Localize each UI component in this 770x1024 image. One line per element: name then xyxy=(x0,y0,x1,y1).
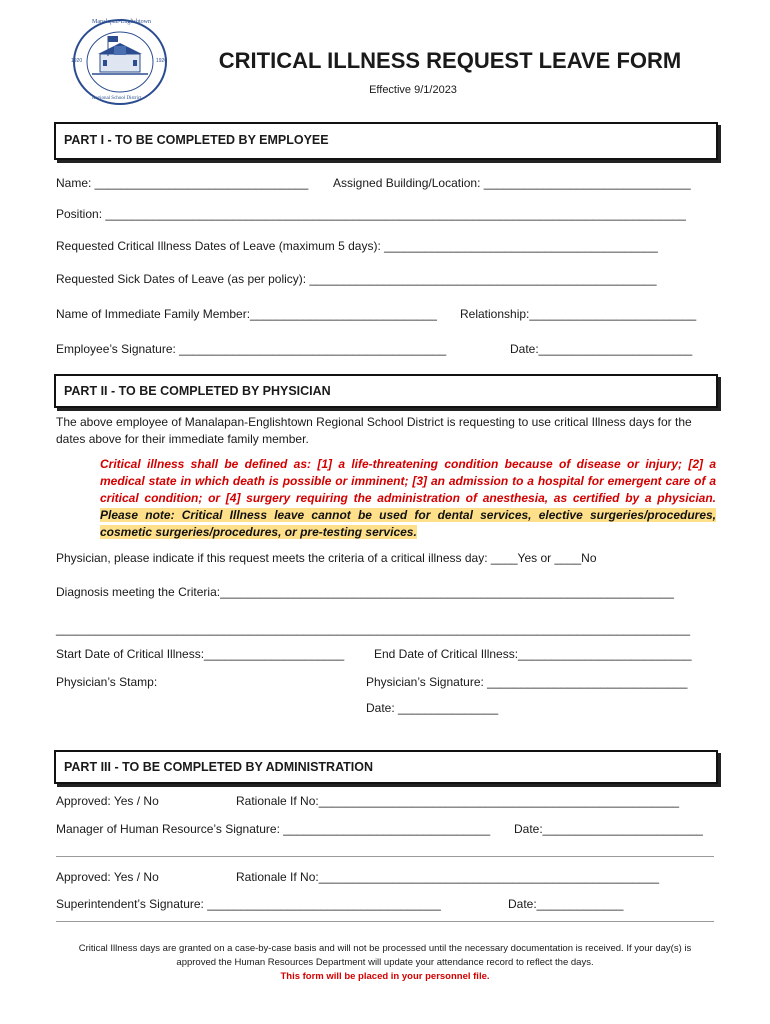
criteria-field[interactable]: Physician, please indicate if this request meets the criteria of a critical illness day: ____Yes or ____No xyxy=(56,551,597,565)
logo-text-top: Manalapan-Englishtown xyxy=(92,19,151,25)
building-field[interactable]: Assigned Building/Location: _______________________________ xyxy=(333,176,691,190)
divider-1 xyxy=(56,856,714,857)
diagnosis-field[interactable]: Diagnosis meeting the Criteria:____________________________________________________________________ xyxy=(56,585,674,599)
footer-line-1: Critical Illness days are granted on a case-by-case basis and will not be processed until the necessary documentation is received. If your day(s) is xyxy=(78,943,692,954)
hr-signature-field[interactable]: Manager of Human Resource’s Signature: _______________________________ xyxy=(56,822,491,836)
part1-header xyxy=(54,122,718,160)
effective-date: Effective 9/1/2023 xyxy=(369,84,457,96)
form-title: CRITICAL ILLNESS REQUEST LEAVE FORM xyxy=(218,48,682,73)
superintendent-date-field[interactable]: Date:_____________ xyxy=(508,897,624,911)
diagnosis-extra-line[interactable]: _______________________________________________________________________________________________ xyxy=(56,622,691,636)
part2-intro: The above employee of Manalapan-Englishtown Regional School District is requesting to use critical Illness days for the dates above for their immediate family member. xyxy=(56,415,692,446)
relationship-field[interactable]: Relationship:_________________________ xyxy=(460,307,697,321)
position-field[interactable]: Position: _______________________________________________________________________________________ xyxy=(56,207,686,221)
physician-date-field[interactable]: Date: _______________ xyxy=(366,701,499,715)
note-text: Please note: Critical Illness leave cannot be used for dental services, elective surgeries/procedures, cosmetic surgeries/procedures, or pre-testing services. xyxy=(100,508,716,539)
rationale-1-field[interactable]: Rationale If No:______________________________________________________ xyxy=(236,794,680,808)
employee-signature-field[interactable]: Employee’s Signature: ________________________________________ xyxy=(56,342,447,356)
part2-heading: PART II - TO BE COMPLETED BY PHYSICIAN xyxy=(64,384,331,398)
part1-heading: PART I - TO BE COMPLETED BY EMPLOYEE xyxy=(64,133,329,147)
family-member-field[interactable]: Name of Immediate Family Member:____________________________ xyxy=(56,307,437,321)
approved-1[interactable]: Approved: Yes / No xyxy=(56,794,159,808)
approved-2[interactable]: Approved: Yes / No xyxy=(56,870,159,884)
employee-date-field[interactable]: Date:_______________________ xyxy=(510,342,693,356)
critical-dates-field[interactable]: Requested Critical Illness Dates of Leave (maximum 5 days): _________________________________________ xyxy=(56,239,658,253)
footer-personnel-note: This form will be placed in your personnel file. xyxy=(280,971,490,982)
logo-text-bottom: Regional School District xyxy=(92,96,142,101)
physician-signature-field[interactable]: Physician’s Signature: ______________________________ xyxy=(366,675,688,689)
part3-heading: PART III - TO BE COMPLETED BY ADMINISTRATION xyxy=(64,760,374,774)
rationale-2-field[interactable]: Rationale If No:___________________________________________________ xyxy=(236,870,660,884)
divider-2 xyxy=(56,921,714,922)
name-field[interactable]: Name: ________________________________ xyxy=(56,176,309,190)
start-date-field[interactable]: Start Date of Critical Illness:_____________________ xyxy=(56,647,345,661)
hr-date-field[interactable]: Date:________________________ xyxy=(514,822,703,836)
logo-year-right: 1920 xyxy=(156,58,168,64)
sick-dates-field[interactable]: Requested Sick Dates of Leave (as per policy): ____________________________________________________ xyxy=(56,272,657,286)
part2-header xyxy=(54,374,718,408)
superintendent-signature-field[interactable]: Superintendent’s Signature: ___________________________________ xyxy=(56,897,441,911)
critical-illness-definition xyxy=(100,456,716,541)
footer-line-2: approved the Human Resources Department will update your attendance record to reflect the days. xyxy=(176,957,594,968)
definition-text: Critical illness shall be defined as: [1] a life-threatening condition because of disease or injury; [2] a medical state in which death is possible or imminent; [3] an admission to a hospital for emergent care of a critical condition; or [4] surgery requiring the administration of anesthesia, as certified by a physician. xyxy=(100,457,716,505)
end-date-field[interactable]: End Date of Critical Illness:__________________________ xyxy=(374,647,692,661)
logo-year-left: 1920 xyxy=(71,58,83,64)
physician-stamp-label: Physician’s Stamp: xyxy=(56,675,158,689)
part3-header xyxy=(54,750,718,784)
